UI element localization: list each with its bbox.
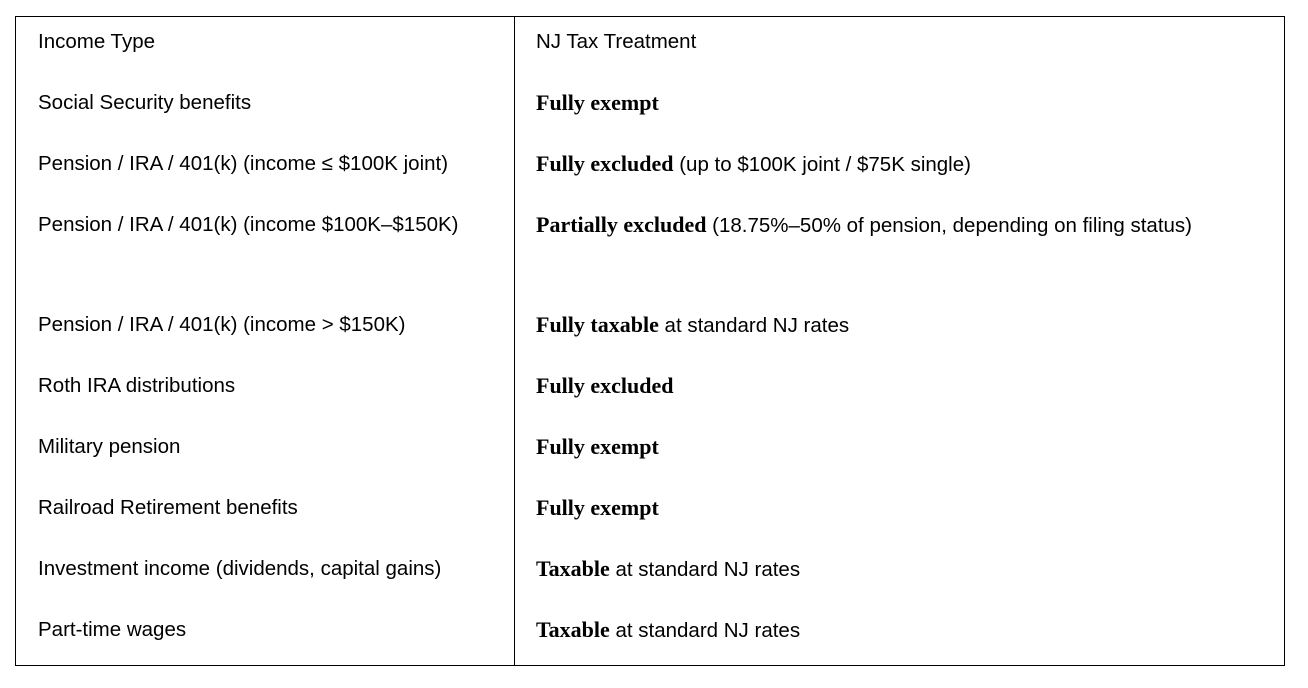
treatment-cell <box>536 427 1266 467</box>
income-type-cell: Social Security benefits <box>38 91 252 114</box>
treatment-cell <box>536 305 1266 345</box>
treatment-cell <box>536 144 1266 184</box>
treatment-bold: Taxable <box>536 556 610 581</box>
treatment-bold: Fully excluded <box>536 151 674 176</box>
treatment-rest: at standard NJ rates <box>658 314 850 337</box>
treatment-cell <box>536 488 1266 528</box>
income-type-cell: Investment income (dividends, capital gains) <box>38 557 442 580</box>
income-type-cell: Pension / IRA / 401(k) (income > $150K) <box>38 313 406 336</box>
header-nj-tax-treatment: NJ Tax Treatment <box>536 30 697 53</box>
treatment-bold: Fully taxable <box>536 312 659 337</box>
treatment-cell <box>536 610 1266 650</box>
treatment-rest: at standard NJ rates <box>609 619 801 642</box>
income-type-cell: Part-time wages <box>38 618 187 641</box>
treatment-bold: Fully exempt <box>536 495 659 520</box>
treatment-bold: Fully exempt <box>536 434 659 459</box>
treatment-cell <box>536 366 1266 406</box>
tax-treatment-table <box>15 16 1285 666</box>
treatment-bold: Taxable <box>536 617 610 642</box>
treatment-bold: Partially excluded <box>536 212 707 237</box>
column-divider <box>514 17 515 665</box>
treatment-rest: (up to $100K joint / $75K single) <box>673 153 971 176</box>
income-type-cell: Roth IRA distributions <box>38 374 236 397</box>
treatment-cell <box>536 549 1266 589</box>
treatment-bold: Fully excluded <box>536 373 674 398</box>
treatment-cell <box>536 205 1266 245</box>
treatment-rest: at standard NJ rates <box>609 558 801 581</box>
income-type-cell: Military pension <box>38 435 181 458</box>
income-type-cell: Pension / IRA / 401(k) (income ≤ $100K joint) <box>38 152 449 175</box>
income-type-cell: Pension / IRA / 401(k) (income $100K–$150K) <box>38 213 459 236</box>
header-income-type: Income Type <box>38 30 155 53</box>
treatment-rest: (18.75%–50% of pension, depending on filing status) <box>706 214 1192 237</box>
treatment-cell <box>536 83 1266 123</box>
income-type-cell: Railroad Retirement benefits <box>38 496 298 519</box>
treatment-bold: Fully exempt <box>536 90 659 115</box>
